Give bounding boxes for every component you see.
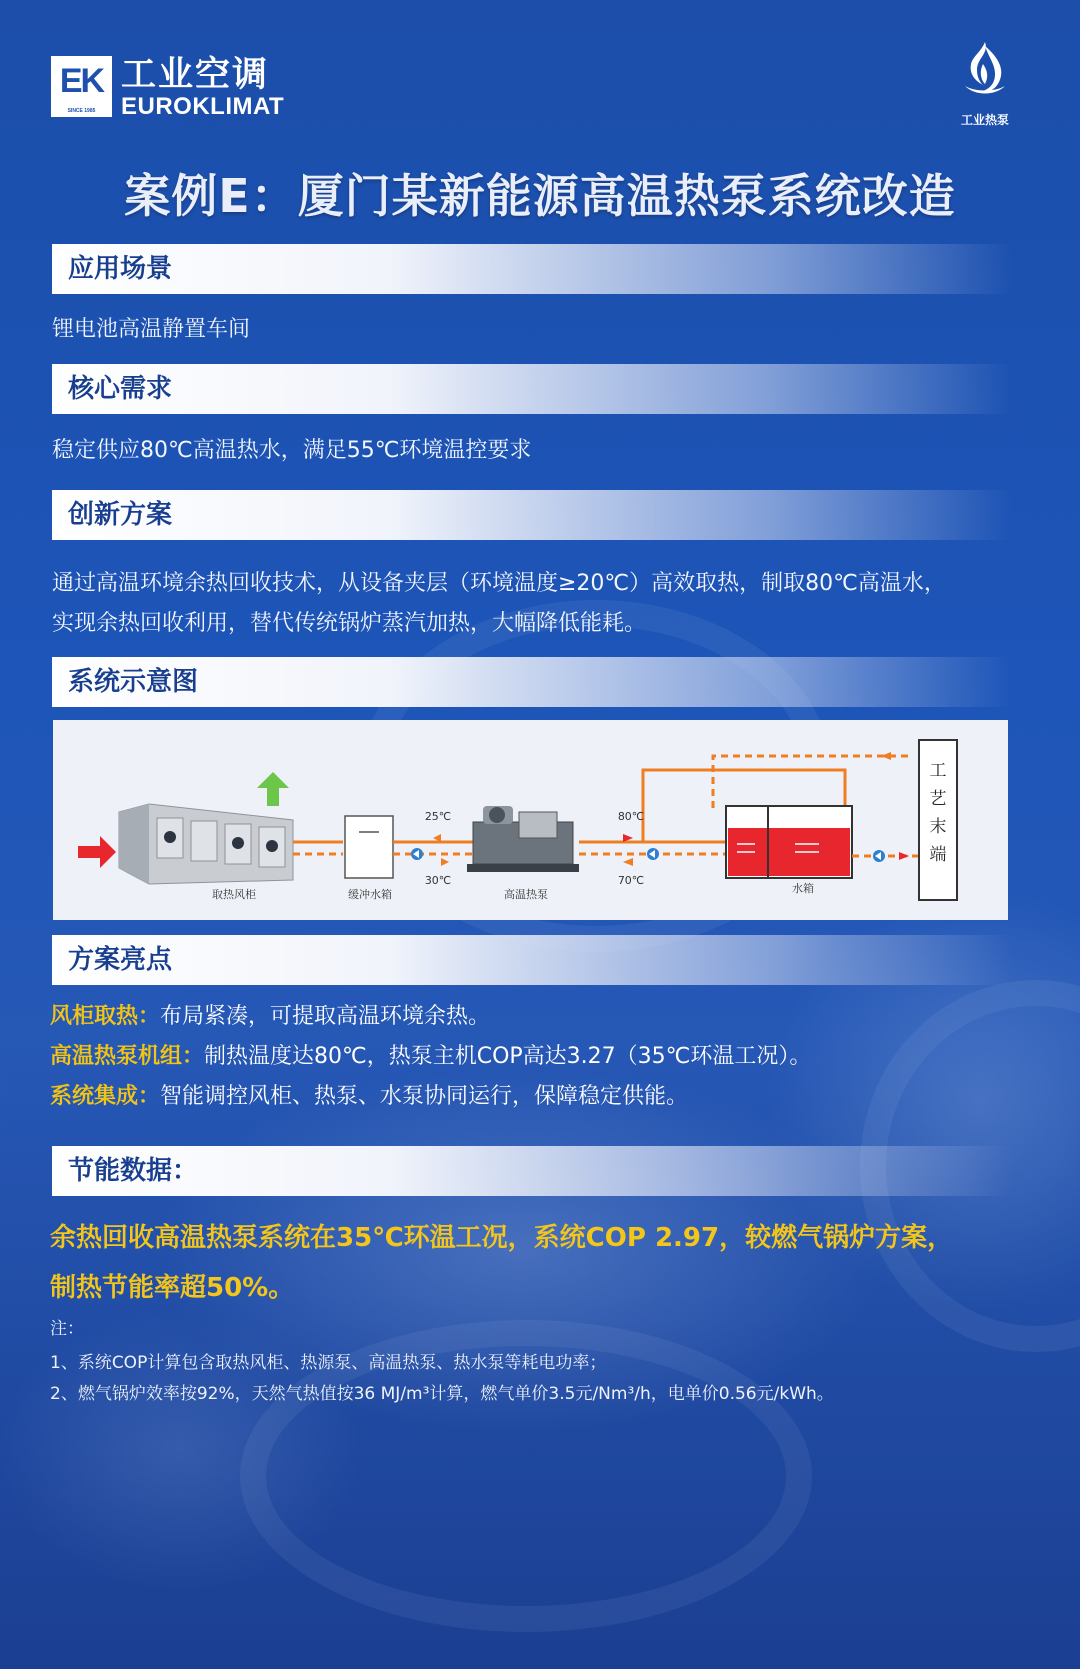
- section-heading: 方案亮点: [68, 945, 173, 975]
- logo-mark-text: EK: [59, 62, 104, 100]
- label-temp-70: 70℃: [617, 874, 645, 887]
- section-header-scenario: [52, 244, 1012, 294]
- air-unit-equipment: [119, 804, 293, 884]
- brand-logo: [51, 56, 321, 122]
- red-arrow-icon: [78, 836, 116, 868]
- section-header-diagram: [52, 657, 1012, 707]
- highlight-text: 智能调控风柜、热泵、水泵协同运行，保障稳定供能。: [160, 1084, 689, 1109]
- label-heat-pump: 高温热泵: [504, 888, 548, 901]
- note-item: 1、系统COP计算包含取热风柜、热源泵、高温热泵、热水泵等耗电功率；: [50, 1353, 607, 1373]
- savings-line-2: 制热节能率超50%。: [50, 1273, 295, 1303]
- system-diagram: [53, 720, 1008, 920]
- highlight-key: 风柜取热：: [50, 1004, 161, 1029]
- section-heading: 创新方案: [68, 500, 173, 530]
- heat-pump-equipment: [467, 806, 579, 872]
- label-water-tank: 水箱: [792, 882, 814, 895]
- highlight-key: 高温热泵机组：: [50, 1044, 205, 1069]
- label-temp-25: 25℃: [424, 810, 452, 823]
- label-terminal-2: 艺: [929, 789, 947, 809]
- highlight-item: [50, 1037, 811, 1077]
- savings-line-1: 余热回收高温热泵系统在35℃环温工况，系统COP 2.97，较燃气锅炉方案，: [50, 1223, 954, 1253]
- label-terminal-1: 工: [929, 761, 947, 781]
- section-header-demand: [52, 364, 1012, 414]
- section-heading: 应用场景: [68, 254, 173, 284]
- savings-statement: [50, 1213, 1040, 1313]
- label-terminal-4: 端: [929, 845, 947, 865]
- pump-icon: [647, 848, 659, 860]
- water-tank: [726, 806, 852, 878]
- highlight-text: 制热温度达80℃，热泵主机COP高达3.27（35℃环温工况）。: [204, 1044, 812, 1069]
- side-badge-label: 工业热泵: [960, 113, 1009, 127]
- flame-icon: [955, 40, 1015, 100]
- label-terminal-3: 末: [929, 817, 947, 837]
- green-up-arrow-icon: [257, 772, 289, 806]
- section-heading: 节能数据：: [68, 1156, 199, 1186]
- notes-label: 注：: [50, 1319, 84, 1339]
- label-temp-30: 30℃: [424, 874, 452, 887]
- highlight-item: [50, 997, 490, 1037]
- note-item: 2、燃气锅炉效率按92%，天然气热值按36 MJ/m³计算，燃气单价3.5元/Nm³/h，电单价0.56元/kWh。: [50, 1384, 834, 1404]
- section-header-highlights: [52, 935, 1012, 985]
- label-buffer-tank: 缓冲水箱: [348, 888, 392, 901]
- section-header-solution: [52, 490, 1012, 540]
- section-header-savings: [52, 1146, 1012, 1196]
- solution-text-line-2: 实现余热回收利用，替代传统锅炉蒸汽加热，大幅降低能耗。: [52, 611, 647, 636]
- brand-name-en: EUROKLIMAT: [121, 93, 285, 120]
- page-title: 案例E：厦门某新能源高温热泵系统改造: [124, 169, 956, 223]
- logo-since-text: SINCE 1985: [67, 108, 96, 114]
- logo-mark: [51, 56, 112, 117]
- section-heading: 系统示意图: [68, 667, 199, 697]
- label-air-unit: 取热风柜: [212, 888, 256, 901]
- pump-icon: [411, 848, 423, 860]
- section-heading: 核心需求: [68, 374, 173, 404]
- highlight-text: 布局紧凑，可提取高温环境余热。: [160, 1004, 491, 1029]
- brand-name-cn: 工业空调: [121, 55, 270, 95]
- highlight-item: [50, 1077, 688, 1117]
- demand-text: 稳定供应80℃高温热水，满足55℃环境温控要求: [52, 438, 532, 463]
- pump-icon: [873, 850, 885, 862]
- scenario-text: 锂电池高温静置车间: [52, 317, 251, 342]
- label-temp-80: 80℃: [617, 810, 645, 823]
- buffer-tank: [345, 816, 393, 878]
- solution-text-line-1: 通过高温环境余热回收技术，从设备夹层（环境温度≥20℃）高效取热，制取80℃高温水，: [52, 571, 946, 596]
- highlight-key: 系统集成：: [50, 1084, 161, 1109]
